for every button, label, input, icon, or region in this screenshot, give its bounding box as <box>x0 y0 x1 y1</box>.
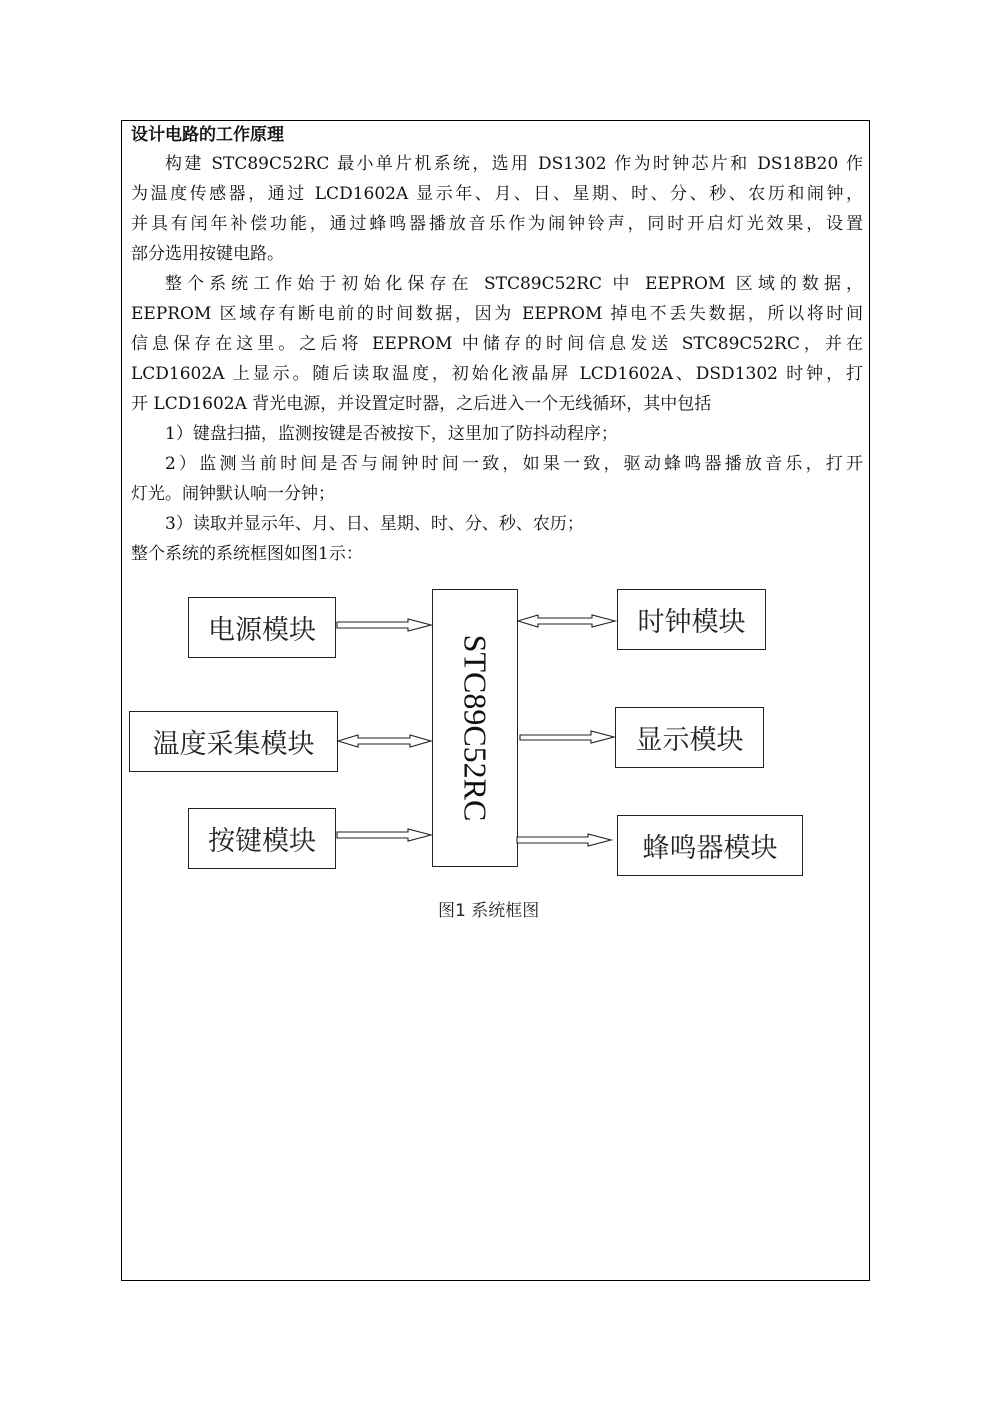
section-heading: 设计电路的工作原理 <box>131 125 284 145</box>
text-line: 构建 STC89C52RC 最小单片机系统，选用 DS1302 作为时钟芯片和 DS18B20 作 <box>165 154 863 174</box>
buzzer-module-label: 蜂鸣器模块 <box>642 833 778 864</box>
text-line: 灯光。闹钟默认响一分钟； <box>131 484 335 504</box>
document-body <box>131 121 863 569</box>
paragraph-1 <box>131 149 863 269</box>
text-line: LCD1602A 上显示。随后读取温度，初始化液晶屏 LCD1602A、DSD1302 时钟，打 <box>131 364 863 384</box>
text-line: 部分选用按键电路。 <box>131 244 284 264</box>
list-item-3 <box>131 509 863 539</box>
text-line: 1）键盘扫描，监测按键是否被按下，这里加了防抖动程序； <box>165 424 618 444</box>
display-module-label: 显示模块 <box>635 725 744 756</box>
list-item-1 <box>131 419 863 449</box>
keypad-module-label: 按键模块 <box>208 826 316 857</box>
text-line: EEPROM 区域存有断电前的时间数据，因为 EEPROM 掉电不丢失数据，所以将时间 <box>131 304 863 324</box>
list-item-2 <box>131 449 863 509</box>
figure-intro <box>131 539 863 569</box>
text-line: 整个系统的系统框图如图1示： <box>131 544 363 564</box>
clock-module-label: 时钟模块 <box>637 607 746 638</box>
text-line: 为温度传感器，通过 LCD1602A 显示年、月、日、星期、时、分、秒、农历和闹钟， <box>131 184 863 204</box>
text-line: 整个系统工作始于初始化保存在 STC89C52RC 中 EEPROM 区域的数据， <box>165 274 863 294</box>
mcu-label: STC89C52RC <box>457 634 494 822</box>
text-line: 信息保存在这里。之后将 EEPROM 中储存的时间信息发送 STC89C52RC，并在 <box>131 334 863 354</box>
text-line: 并具有闰年补偿功能，通过蜂鸣器播放音乐作为闹钟铃声，同时开启灯光效果，设置 <box>131 214 863 234</box>
text-line: 2）监测当前时间是否与闹钟时间一致，如果一致，驱动蜂鸣器播放音乐，打开 <box>165 454 863 474</box>
temperature-module-label: 温度采集模块 <box>152 729 315 760</box>
text-line: 开 LCD1602A 背光电源，并设置定时器，之后进入一个无线循环，其中包括 <box>131 394 712 414</box>
paragraph-2 <box>131 269 863 419</box>
figure-caption: 图1 系统框图 <box>438 901 540 921</box>
text-line: 3）读取并显示年、月、日、星期、时、分、秒、农历； <box>165 514 584 534</box>
power-module-label: 电源模块 <box>208 615 316 646</box>
